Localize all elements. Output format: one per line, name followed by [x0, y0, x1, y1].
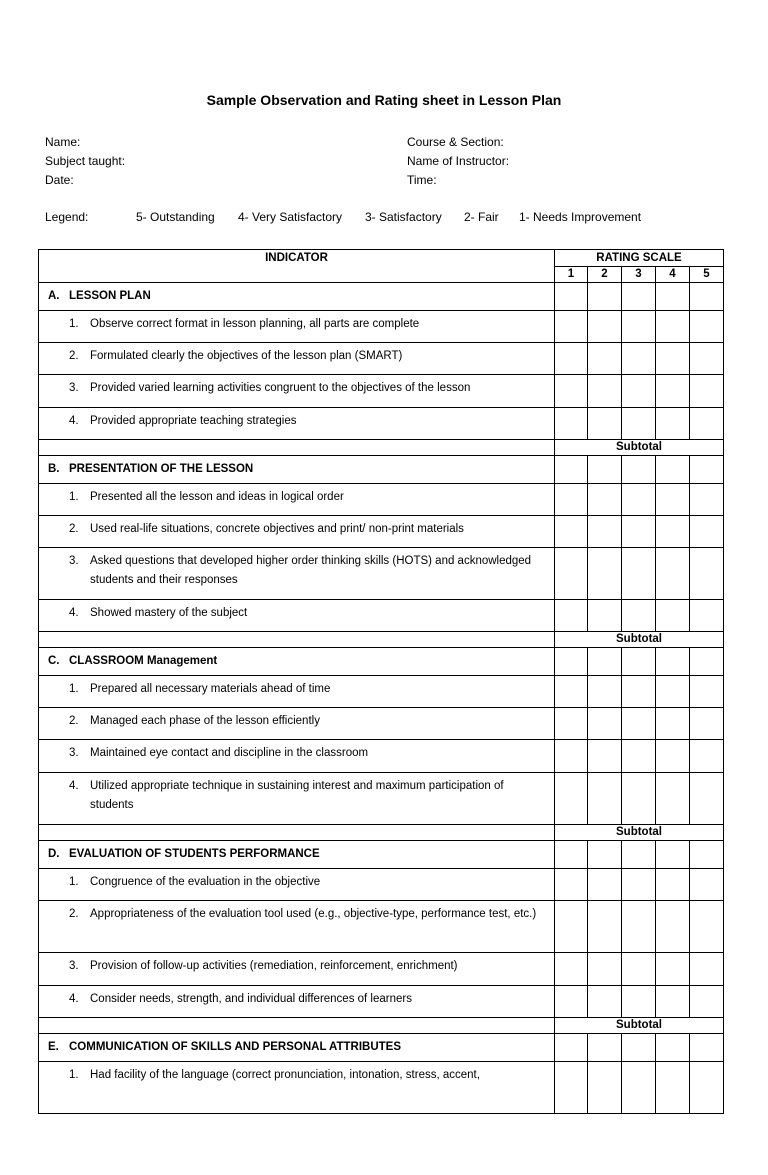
- section-title: COMMUNICATION OF SKILLS AND PERSONAL ATTRIBUTES: [69, 1041, 402, 1053]
- rating-cell-5[interactable]: [690, 283, 724, 311]
- rating-cell-3[interactable]: [622, 740, 656, 773]
- scale-number: 2: [588, 267, 622, 283]
- rating-table-body: [39, 283, 724, 1114]
- rating-cell-3[interactable]: [622, 1034, 656, 1062]
- subject-field-label: Subject taught:: [45, 154, 126, 168]
- rating-cell-4[interactable]: [656, 516, 690, 548]
- rating-cell-4[interactable]: [656, 676, 690, 708]
- rating-cell-3[interactable]: [622, 841, 656, 869]
- section-letter: A.: [48, 290, 60, 302]
- rating-cell-1[interactable]: [555, 343, 588, 375]
- course-section-field-label: Course & Section:: [407, 135, 504, 149]
- table-row: [39, 901, 724, 953]
- rating-cell-1[interactable]: [555, 283, 588, 311]
- rating-cell-2[interactable]: [588, 869, 622, 901]
- rating-cell-1[interactable]: [555, 986, 588, 1018]
- indicator-number: 4.: [69, 607, 79, 619]
- table-row: [39, 375, 724, 408]
- subtotal-spacer: [39, 632, 555, 648]
- rating-cell-4[interactable]: [656, 408, 690, 440]
- indicator-cell: [39, 740, 555, 773]
- section-title-cell: [39, 283, 555, 311]
- rating-cell-3[interactable]: [622, 343, 656, 375]
- indicator-text-wrap: [69, 680, 548, 699]
- indicator-cell: [39, 953, 555, 986]
- rating-cell-4[interactable]: [656, 901, 690, 953]
- rating-cell-4[interactable]: [656, 375, 690, 408]
- subtotal-label: Subtotal: [555, 632, 724, 648]
- rating-cell-5[interactable]: [690, 343, 724, 375]
- rating-cell-4[interactable]: [656, 869, 690, 901]
- rating-cell-4[interactable]: [656, 548, 690, 600]
- rating-cell-4[interactable]: [656, 1034, 690, 1062]
- indicator-text-wrap: [69, 744, 548, 763]
- indicator-text: Showed mastery of the subject: [90, 607, 248, 619]
- rating-cell-3[interactable]: [622, 901, 656, 953]
- header-fields-right: [407, 133, 509, 190]
- indicator-number: 2.: [69, 715, 79, 727]
- subtotal-spacer: [39, 825, 555, 841]
- indicator-text-wrap: [69, 315, 548, 334]
- rating-cell-1[interactable]: [555, 456, 588, 484]
- rating-cell-2[interactable]: [588, 484, 622, 516]
- indicator-cell: [39, 986, 555, 1018]
- section-title-cell: [39, 648, 555, 676]
- rating-cell-4[interactable]: [656, 343, 690, 375]
- rating-cell-1[interactable]: [555, 773, 588, 825]
- rating-cell-1[interactable]: [555, 708, 588, 740]
- name-field-label: Name:: [45, 135, 81, 149]
- indicator-text: Provided varied learning activities congruent to the objectives of the lesson: [90, 382, 471, 394]
- table-row: [39, 600, 724, 632]
- rating-cell-1[interactable]: [555, 548, 588, 600]
- rating-cell-1[interactable]: [555, 408, 588, 440]
- header-fields-left: [45, 133, 125, 190]
- indicator-text-wrap: [69, 712, 548, 731]
- legend-item-3: 3- Satisfactory: [365, 210, 442, 224]
- rating-cell-3[interactable]: [622, 283, 656, 311]
- scale-number: 1: [555, 267, 588, 283]
- legend-label: Legend:: [45, 210, 89, 224]
- indicator-number: 1.: [69, 1069, 79, 1081]
- table-row: [39, 740, 724, 773]
- time-field-label: Time:: [407, 173, 437, 187]
- rating-cell-4[interactable]: [656, 600, 690, 632]
- rating-cell-5[interactable]: [690, 516, 724, 548]
- rating-cell-1[interactable]: [555, 676, 588, 708]
- rating-cell-2[interactable]: [588, 548, 622, 600]
- indicator-number: 1.: [69, 491, 79, 503]
- indicator-cell: [39, 869, 555, 901]
- indicator-text-wrap: [69, 520, 548, 539]
- indicator-text: Used real-life situations, concrete objectives and print/ non-print materials: [90, 523, 464, 535]
- rating-cell-5[interactable]: [690, 548, 724, 600]
- rating-cell-2[interactable]: [588, 986, 622, 1018]
- rating-cell-2[interactable]: [588, 1062, 622, 1114]
- table-row: [39, 311, 724, 343]
- rating-cell-3[interactable]: [622, 773, 656, 825]
- legend-item-5: 5- Outstanding: [136, 210, 215, 224]
- scale-number: 5: [690, 267, 724, 283]
- rating-cell-2[interactable]: [588, 375, 622, 408]
- table-row: [39, 343, 724, 375]
- indicator-cell: [39, 676, 555, 708]
- section-letter: E.: [48, 1041, 59, 1053]
- rating-scale-header: RATING SCALE: [555, 250, 724, 267]
- rating-cell-2[interactable]: [588, 1034, 622, 1062]
- rating-cell-4[interactable]: [656, 648, 690, 676]
- section-title-cell: [39, 456, 555, 484]
- rating-cell-5[interactable]: [690, 456, 724, 484]
- rating-cell-3[interactable]: [622, 516, 656, 548]
- rating-cell-4[interactable]: [656, 283, 690, 311]
- section-row: [39, 648, 724, 676]
- rating-cell-4[interactable]: [656, 456, 690, 484]
- rating-cell-2[interactable]: [588, 953, 622, 986]
- rating-cell-3[interactable]: [622, 1062, 656, 1114]
- section-title: CLASSROOM Management: [69, 655, 218, 667]
- indicator-text: Formulated clearly the objectives of the lesson plan (SMART): [90, 350, 403, 362]
- rating-cell-2[interactable]: [588, 773, 622, 825]
- rating-cell-5[interactable]: [690, 986, 724, 1018]
- rating-cell-1[interactable]: [555, 953, 588, 986]
- indicator-text: Appropriateness of the evaluation tool used (e.g., objective-type, performance test, etc.): [90, 908, 537, 920]
- rating-cell-2[interactable]: [588, 901, 622, 953]
- rating-cell-5[interactable]: [690, 1034, 724, 1062]
- rating-cell-1[interactable]: [555, 1034, 588, 1062]
- rating-cell-3[interactable]: [622, 375, 656, 408]
- indicator-text-wrap: [69, 777, 548, 815]
- indicator-text: Asked questions that developed higher order thinking skills (HOTS) and acknowledged students and their responses: [90, 555, 532, 586]
- section-title-cell: [39, 1034, 555, 1062]
- table-row: [39, 773, 724, 825]
- rating-cell-5[interactable]: [690, 901, 724, 953]
- rating-cell-3[interactable]: [622, 408, 656, 440]
- rating-cell-4[interactable]: [656, 708, 690, 740]
- subtotal-spacer: [39, 1018, 555, 1034]
- section-row: [39, 283, 724, 311]
- section-title: PRESENTATION OF THE LESSON: [69, 463, 254, 475]
- table-row: [39, 516, 724, 548]
- indicator-text: Managed each phase of the lesson efficiently: [90, 715, 320, 727]
- table-row: [39, 708, 724, 740]
- indicator-cell: [39, 516, 555, 548]
- indicator-number: 3.: [69, 747, 79, 759]
- table-row: [39, 869, 724, 901]
- section-letter: D.: [48, 848, 60, 860]
- indicator-number: 3.: [69, 555, 79, 567]
- subtotal-label: Subtotal: [555, 1018, 724, 1034]
- subtotal-label: Subtotal: [555, 440, 724, 456]
- date-field-label: Date:: [45, 173, 74, 187]
- rating-cell-3[interactable]: [622, 311, 656, 343]
- rating-cell-1[interactable]: [555, 648, 588, 676]
- rating-cell-2[interactable]: [588, 740, 622, 773]
- section-title: EVALUATION OF STUDENTS PERFORMANCE: [69, 848, 320, 860]
- indicator-text-wrap: [69, 347, 548, 366]
- indicator-number: 1.: [69, 876, 79, 888]
- rating-cell-2[interactable]: [588, 600, 622, 632]
- rating-cell-2[interactable]: [588, 311, 622, 343]
- rating-cell-2[interactable]: [588, 408, 622, 440]
- rating-cell-5[interactable]: [690, 841, 724, 869]
- rating-cell-1[interactable]: [555, 841, 588, 869]
- section-row: [39, 1034, 724, 1062]
- rating-cell-3[interactable]: [622, 708, 656, 740]
- rating-cell-2[interactable]: [588, 676, 622, 708]
- rating-cell-2[interactable]: [588, 648, 622, 676]
- indicator-cell: [39, 1062, 555, 1114]
- rating-cell-5[interactable]: [690, 708, 724, 740]
- indicator-number: 3.: [69, 960, 79, 972]
- indicator-text: Observe correct format in lesson planning, all parts are complete: [90, 318, 420, 330]
- rating-cell-1[interactable]: [555, 869, 588, 901]
- section-row: [39, 456, 724, 484]
- rating-cell-5[interactable]: [690, 773, 724, 825]
- section-letter: B.: [48, 463, 60, 475]
- rating-cell-5[interactable]: [690, 676, 724, 708]
- indicator-text: Consider needs, strength, and individual differences of learners: [90, 993, 412, 1005]
- indicator-text-wrap: [69, 604, 548, 623]
- section-row: [39, 841, 724, 869]
- indicator-header: INDICATOR: [39, 250, 555, 283]
- rating-cell-2[interactable]: [588, 708, 622, 740]
- indicator-number: 1.: [69, 683, 79, 695]
- subtotal-row: [39, 440, 724, 456]
- indicator-cell: [39, 484, 555, 516]
- rating-cell-3[interactable]: [622, 548, 656, 600]
- indicator-text: Prepared all necessary materials ahead of time: [90, 683, 331, 695]
- rating-cell-5[interactable]: [690, 648, 724, 676]
- indicator-text: Presented all the lesson and ideas in logical order: [90, 491, 344, 503]
- rating-cell-1[interactable]: [555, 901, 588, 953]
- rating-cell-4[interactable]: [656, 986, 690, 1018]
- rating-cell-5[interactable]: [690, 484, 724, 516]
- rating-cell-3[interactable]: [622, 869, 656, 901]
- rating-cell-4[interactable]: [656, 841, 690, 869]
- rating-cell-5[interactable]: [690, 408, 724, 440]
- indicator-text-wrap: [69, 957, 548, 976]
- rating-cell-1[interactable]: [555, 1062, 588, 1114]
- instructor-field-label: Name of Instructor:: [407, 154, 510, 168]
- indicator-number: 1.: [69, 318, 79, 330]
- indicator-text-wrap: [69, 379, 548, 398]
- indicator-cell: [39, 708, 555, 740]
- indicator-text-wrap: [69, 412, 548, 431]
- indicator-cell: [39, 773, 555, 825]
- indicator-text: Had facility of the language (correct pronunciation, intonation, stress, accent,: [90, 1069, 480, 1081]
- indicator-cell: [39, 343, 555, 375]
- rating-cell-2[interactable]: [588, 283, 622, 311]
- rating-cell-2[interactable]: [588, 841, 622, 869]
- rating-cell-5[interactable]: [690, 600, 724, 632]
- indicator-cell: [39, 408, 555, 440]
- indicator-number: 2.: [69, 523, 79, 535]
- subtotal-row: [39, 825, 724, 841]
- subtotal-row: [39, 632, 724, 648]
- rating-cell-2[interactable]: [588, 516, 622, 548]
- rating-cell-5[interactable]: [690, 869, 724, 901]
- rating-cell-4[interactable]: [656, 484, 690, 516]
- rating-cell-4[interactable]: [656, 773, 690, 825]
- indicator-cell: [39, 600, 555, 632]
- subtotal-label: Subtotal: [555, 825, 724, 841]
- rating-cell-3[interactable]: [622, 953, 656, 986]
- indicator-text-wrap: [69, 488, 548, 507]
- rating-table: [38, 249, 724, 1114]
- rating-cell-3[interactable]: [622, 600, 656, 632]
- rating-cell-2[interactable]: [588, 456, 622, 484]
- legend: [45, 210, 745, 228]
- table-row: [39, 986, 724, 1018]
- scale-number: 4: [656, 267, 690, 283]
- indicator-text: Provision of follow-up activities (remediation, reinforcement, enrichment): [90, 960, 458, 972]
- rating-cell-5[interactable]: [690, 311, 724, 343]
- subtotal-row: [39, 1018, 724, 1034]
- table-row: [39, 484, 724, 516]
- table-row: [39, 408, 724, 440]
- rating-cell-5[interactable]: [690, 953, 724, 986]
- rating-cell-1[interactable]: [555, 311, 588, 343]
- table-row: [39, 953, 724, 986]
- rating-cell-1[interactable]: [555, 600, 588, 632]
- rating-cell-4[interactable]: [656, 740, 690, 773]
- indicator-text: Congruence of the evaluation in the objective: [90, 876, 321, 888]
- legend-item-2: 2- Fair: [464, 210, 499, 224]
- rating-cell-4[interactable]: [656, 1062, 690, 1114]
- rating-cell-2[interactable]: [588, 343, 622, 375]
- section-letter: C.: [48, 655, 60, 667]
- rating-cell-1[interactable]: [555, 375, 588, 408]
- table-row: [39, 1062, 724, 1114]
- table-row: [39, 548, 724, 600]
- legend-item-1: 1- Needs Improvement: [519, 210, 642, 224]
- indicator-text: Utilized appropriate technique in sustaining interest and maximum participation of students: [90, 780, 504, 811]
- rating-cell-3[interactable]: [622, 986, 656, 1018]
- indicator-number: 4.: [69, 415, 79, 427]
- indicator-text-wrap: [69, 873, 548, 892]
- rating-cell-3[interactable]: [622, 456, 656, 484]
- subtotal-spacer: [39, 440, 555, 456]
- indicator-cell: [39, 548, 555, 600]
- indicator-cell: [39, 311, 555, 343]
- indicator-text: Provided appropriate teaching strategies: [90, 415, 297, 427]
- indicator-number: 2.: [69, 908, 79, 920]
- indicator-text-wrap: [69, 552, 548, 590]
- indicator-number: 4.: [69, 993, 79, 1005]
- indicator-text-wrap: [69, 905, 548, 924]
- rating-cell-1[interactable]: [555, 516, 588, 548]
- table-row: [39, 676, 724, 708]
- document-title: Sample Observation and Rating sheet in Lesson Plan: [206, 92, 562, 108]
- indicator-cell: [39, 375, 555, 408]
- indicator-number: 4.: [69, 780, 79, 792]
- rating-cell-1[interactable]: [555, 484, 588, 516]
- indicator-number: 2.: [69, 350, 79, 362]
- rating-cell-5[interactable]: [690, 740, 724, 773]
- indicator-text-wrap: [69, 990, 548, 1009]
- rating-cell-3[interactable]: [622, 484, 656, 516]
- indicator-text: Maintained eye contact and discipline in the classroom: [90, 747, 369, 759]
- section-title: LESSON PLAN: [69, 290, 151, 302]
- rating-cell-5[interactable]: [690, 1062, 724, 1114]
- indicator-number: 3.: [69, 382, 79, 394]
- rating-cell-4[interactable]: [656, 311, 690, 343]
- section-title-cell: [39, 841, 555, 869]
- legend-item-4: 4- Very Satisfactory: [238, 210, 343, 224]
- indicator-text-wrap: [69, 1066, 548, 1085]
- rating-cell-3[interactable]: [622, 676, 656, 708]
- rating-cell-4[interactable]: [656, 953, 690, 986]
- scale-number: 3: [622, 267, 656, 283]
- indicator-cell: [39, 901, 555, 953]
- rating-cell-1[interactable]: [555, 740, 588, 773]
- rating-cell-5[interactable]: [690, 375, 724, 408]
- rating-cell-3[interactable]: [622, 648, 656, 676]
